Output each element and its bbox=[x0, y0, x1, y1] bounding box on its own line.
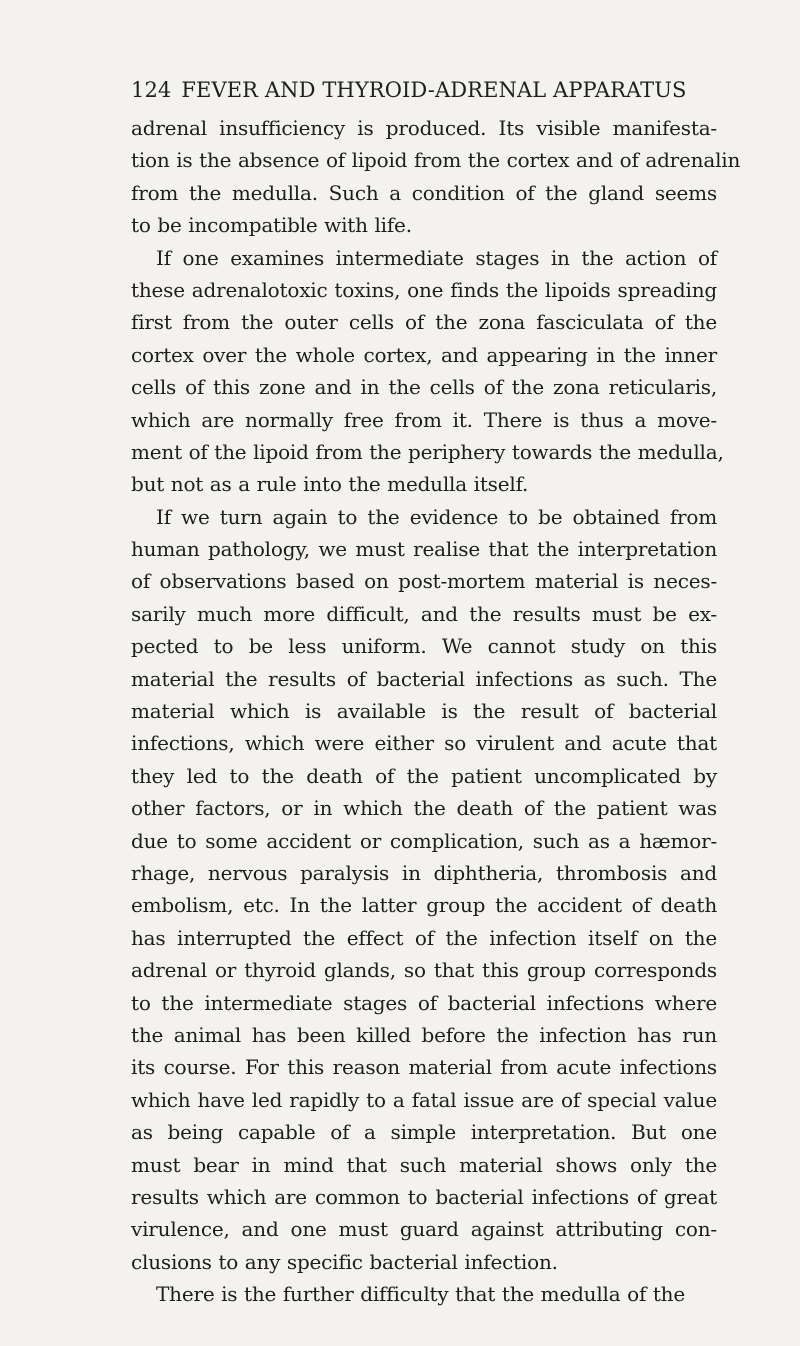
text-line: cells of this zone and in the cells of the zona reticularis, bbox=[131, 375, 717, 400]
text-line: If we turn again to the evidence to be obtained from bbox=[156, 504, 717, 529]
text-line: first from the outer cells of the zona fasciculata of the bbox=[131, 310, 717, 335]
text-line: infections, which were either so virulent and acute that bbox=[131, 731, 717, 756]
text-line: its course. For this reason material from acute infections bbox=[131, 1055, 717, 1080]
text-line: adrenal or thyroid glands, so that this group corresponds bbox=[131, 958, 717, 983]
text-line: results which are common to bacterial infections of great bbox=[131, 1184, 717, 1209]
text-line: ment of the lipoid from the periphery towards the medulla, bbox=[131, 439, 724, 464]
paragraph bbox=[131, 1278, 717, 1310]
text-line: pected to be less uniform. We cannot study on this bbox=[131, 634, 717, 659]
page-number: 124 bbox=[131, 78, 172, 102]
text-line: which have led rapidly to a fatal issue are of special value bbox=[131, 1087, 717, 1112]
paragraph bbox=[131, 501, 717, 1278]
text-line: but not as a rule into the medulla itself. bbox=[131, 472, 529, 497]
text-line: If one examines intermediate stages in the action of bbox=[156, 245, 717, 270]
text-line: has interrupted the effect of the infection itself on the bbox=[131, 925, 717, 950]
text-line: sarily much more difficult, and the results must be ex- bbox=[131, 601, 717, 626]
text-line: human pathology, we must realise that the interpretation bbox=[131, 537, 717, 562]
running-head-title: FEVER AND THYROID-ADRENAL APPARATUS bbox=[181, 78, 687, 102]
text-line: as being capable of a simple interpretation. But one bbox=[131, 1120, 717, 1145]
text-line: the animal has been killed before the infection has run bbox=[131, 1022, 717, 1047]
body-text bbox=[131, 112, 741, 1310]
text-line: to the intermediate stages of bacterial infections where bbox=[131, 990, 717, 1015]
text-line: virulence, and one must guard against attributing con- bbox=[131, 1217, 717, 1242]
paragraph bbox=[131, 242, 724, 501]
text-line: must bear in mind that such material shows only the bbox=[131, 1152, 717, 1177]
text-line: There is the further difficulty that the medulla of the bbox=[156, 1282, 685, 1307]
paragraph bbox=[131, 112, 741, 242]
text-line: which are normally free from it. There is thus a move- bbox=[131, 407, 717, 432]
text-line: of observations based on post-mortem material is neces- bbox=[131, 569, 717, 594]
running-head bbox=[131, 70, 717, 110]
text-line: cortex over the whole cortex, and appearing in the inner bbox=[131, 342, 717, 367]
text-line: due to some accident or complication, such as a hæmor- bbox=[131, 828, 717, 853]
text-line: tion is the absence of lipoid from the cortex and of adrenalin bbox=[131, 148, 741, 173]
text-line: material which is available is the result of bacterial bbox=[131, 699, 717, 724]
text-line: adrenal insufficiency is produced. Its visible manifesta- bbox=[131, 116, 717, 140]
text-line: other factors, or in which the death of the patient was bbox=[131, 796, 717, 821]
text-line: embolism, etc. In the latter group the accident of death bbox=[131, 893, 717, 918]
text-line: material the results of bacterial infections as such. The bbox=[131, 666, 717, 691]
text-line: to be incompatible with life. bbox=[131, 213, 412, 238]
text-line: they led to the death of the patient uncomplicated by bbox=[131, 763, 717, 788]
text-line: from the medulla. Such a condition of the gland seems bbox=[131, 180, 717, 205]
text-line: these adrenalotoxic toxins, one finds the lipoids spreading bbox=[131, 277, 717, 302]
text-line: clusions to any specific bacterial infection. bbox=[131, 1249, 558, 1274]
text-line: rhage, nervous paralysis in diphtheria, thrombosis and bbox=[131, 860, 717, 885]
